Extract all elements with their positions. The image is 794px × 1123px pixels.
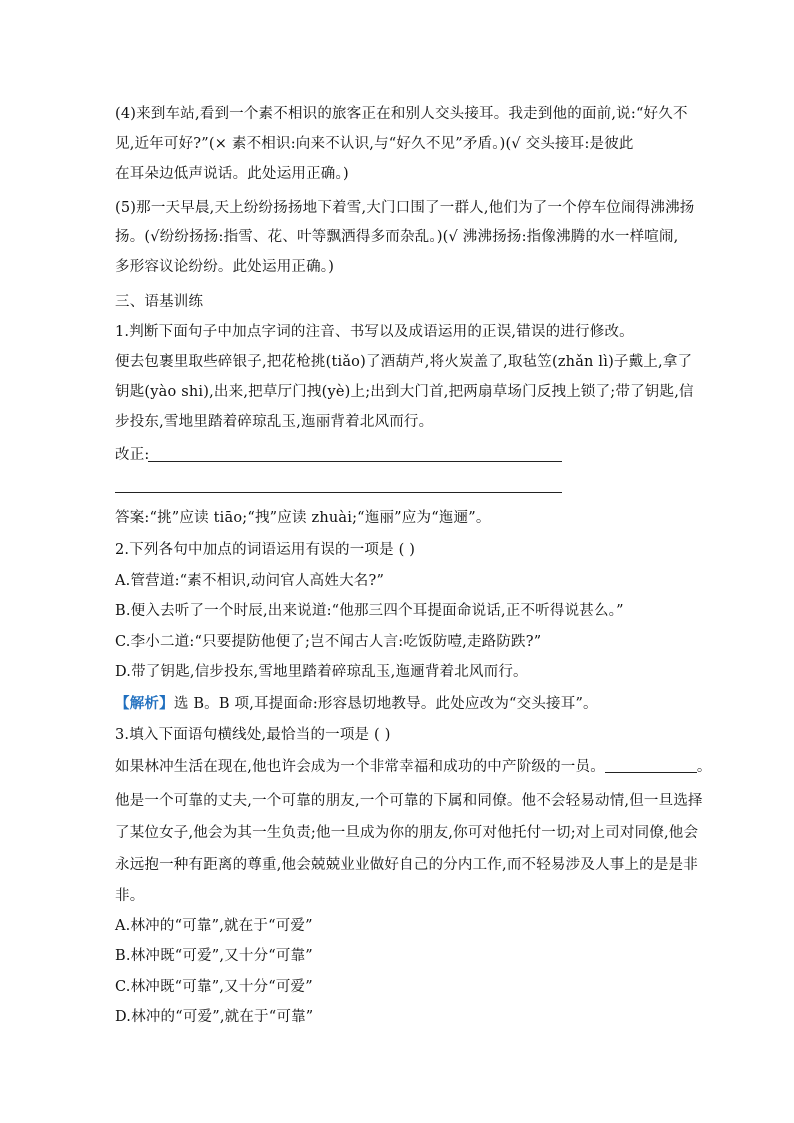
- correction-label: 改正:: [115, 447, 150, 463]
- passage-line: 他是一个可靠的丈夫,一个可靠的朋友,一个可靠的下属和同僚。他不会轻易动情,但一旦选择: [115, 793, 703, 809]
- option-d: D.带了钥匙,信步投东,雪地里踏着碎琼乱玉,迤逦背着北风而行。: [115, 664, 528, 680]
- text-line: 钥匙(yào shi),出来,把草厅门拽(yè)上;出到大门首,把两扇草场门反拽上锁了;带了钥匙,信: [115, 384, 694, 400]
- text-line: 多形容议论纷纷。此处运用正确。): [115, 259, 335, 275]
- passage-line: 非。: [115, 888, 145, 904]
- text-line: 扬。(√纷纷扬扬:指雪、花、叶等飘洒得多而杂乱。)(√ 沸沸扬扬:指像沸腾的水一样喧闹,: [115, 229, 679, 245]
- text-line: 便去包裹里取些碎银子,把花枪挑(tiǎo)了酒葫芦,将火炭盖了,取毡笠(zhǎn lì)子戴上,拿了: [115, 354, 693, 370]
- text-line: (5)那一天早晨,天上纷纷扬扬地下着雪,大门口围了一群人,他们为了一个停车位闹得沸沸扬: [115, 200, 695, 216]
- option-c: C.林冲既“可靠”,又十分“可爱”: [115, 979, 313, 995]
- option-b: B.林冲既“可爱”,又十分“可靠”: [115, 948, 313, 964]
- passage-end: 。: [696, 759, 712, 775]
- option-c: C.李小二道:“只要提防他便了;岂不闻古人言:吃饭防噎,走路防跌?”: [115, 634, 542, 650]
- question-2-stem: 2.下列各句中加点的词语运用有误的一项是 ( ): [115, 542, 416, 558]
- text-line: 见,近年可好?”(× 素不相识:向来不认识,与“好久不见”矛盾。)(√ 交头接耳:是彼此: [115, 136, 634, 152]
- answer-blank-line: [148, 461, 562, 462]
- passage-line: [115, 757, 712, 777]
- analysis-text: 选 B。B 项,耳提面命:形容恳切地教导。此处应改为“交头接耳”。: [173, 696, 598, 712]
- analysis-tag: 【解析】: [115, 695, 174, 712]
- section-heading: 三、语基训练: [115, 294, 204, 310]
- option-d: D.林冲的“可爱”,就在于“可靠”: [115, 1009, 314, 1025]
- text-line: 在耳朵边低声说话。此处运用正确。): [115, 166, 349, 182]
- text-line: (4)来到车站,看到一个素不相识的旅客正在和别人交头接耳。我走到他的面前,说:“好久不: [115, 106, 688, 122]
- answer-blank-line: [115, 492, 562, 493]
- fill-blank: [605, 758, 697, 773]
- analysis-line: [115, 694, 598, 714]
- option-a: A.管营道:“素不相识,动问官人高姓大名?”: [115, 573, 385, 589]
- question-1-stem: 1.判断下面句子中加点字词的注音、书写以及成语运用的正误,错误的进行修改。: [115, 324, 634, 340]
- text-line: 步投东,雪地里踏着碎琼乱玉,迤丽背着北风而行。: [115, 414, 434, 430]
- option-a: A.林冲的“可靠”,就在于“可爱”: [115, 918, 313, 934]
- passage-line: 了某位女子,他会为其一生负责;他一旦成为你的朋友,你可对他托付一切;对上司对同僚,他会: [115, 825, 699, 841]
- question-3-stem: 3.填入下面语句横线处,最恰当的一项是 ( ): [115, 727, 391, 743]
- passage-line: 永远抱一种有距离的尊重,他会兢兢业业做好自己的分内工作,而不轻易涉及人事上的是是非: [115, 857, 698, 873]
- option-b: B.便入去听了一个时辰,出来说道:“他那三四个耳提面命说话,正不听得说甚么。”: [115, 603, 624, 619]
- passage-text: 如果林冲生活在现在,他也许会成为一个非常幸福和成功的中产阶级的一员。: [115, 759, 605, 775]
- answer-text: 答案:“挑”应读 tiāo;“拽”应读 zhuài;“迤丽”应为“迤逦”。: [115, 510, 491, 526]
